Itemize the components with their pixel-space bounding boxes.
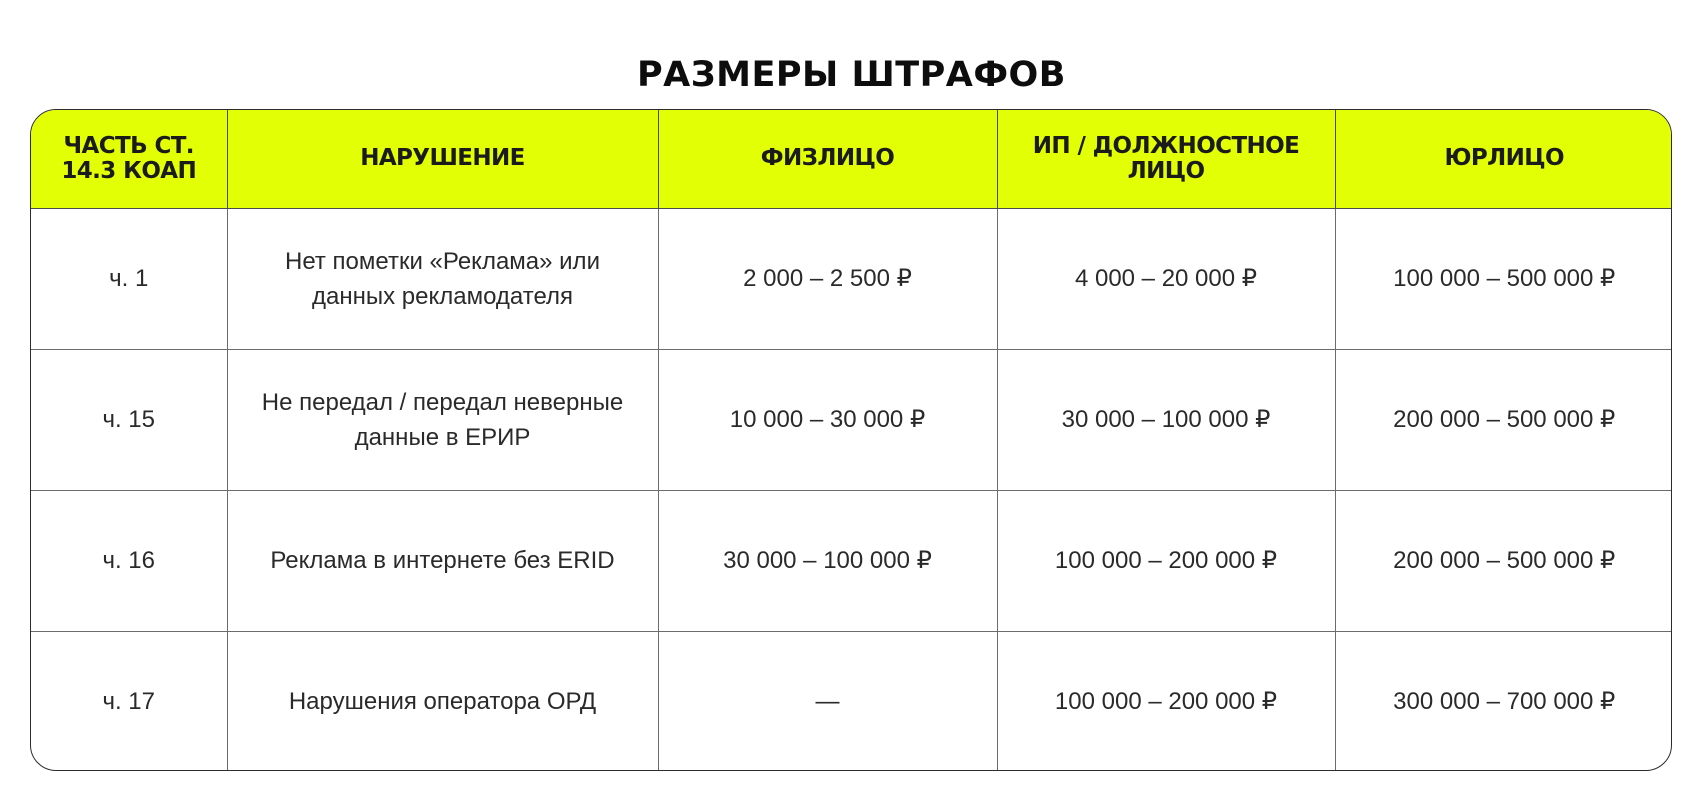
table-row [31,631,1672,771]
cell-part: ч. 16 [31,490,227,631]
cell-entrepreneur-official: 4 000 – 20 000 ₽ [997,208,1335,349]
page-title: РАЗМЕРЫ ШТРАФОВ [637,55,1066,96]
cell-violation: Нарушения оператора ОРД [227,631,658,771]
table-row [31,208,1672,349]
header-entrepreneur-official: ИП / ДОЛЖНОСТНОЕ ЛИЦО [997,110,1335,208]
cell-individual: 10 000 – 30 000 ₽ [658,349,997,490]
cell-legal-entity: 200 000 – 500 000 ₽ [1335,349,1672,490]
cell-part: ч. 17 [31,631,227,771]
cell-part: ч. 1 [109,265,149,292]
cell-individual: 2 000 – 2 500 ₽ [658,208,997,349]
cell-legal-entity: 100 000 – 500 000 ₽ [1335,208,1672,349]
fines-table [31,110,1672,771]
table-row [31,490,1672,631]
header-individual: ФИЗЛИЦО [658,110,997,208]
cell-entrepreneur-official: 100 000 – 200 000 ₽ [997,490,1335,631]
cell-violation: Реклама в интернете без ERID [227,490,658,631]
cell-entrepreneur-official: 100 000 – 200 000 ₽ [997,631,1335,771]
cell-entrepreneur-official: 30 000 – 100 000 ₽ [997,349,1335,490]
fines-table-frame [30,109,1672,771]
cell-part: ч. 15 [31,349,227,490]
cell-violation: Не передал / передал неверные данные в ЕРИР [227,349,658,490]
header-part: ЧАСТЬ СТ. 14.3 КОАП [31,110,227,208]
table-header-row [31,110,1672,208]
cell-legal-entity: 200 000 – 500 000 ₽ [1335,490,1672,631]
cell-violation: Нет пометки «Реклама» или данных рекламодателя [227,208,658,349]
cell-individual: — [658,631,997,771]
cell-legal-entity: 300 000 – 700 000 ₽ [1335,631,1672,771]
header-legal-entity: ЮРЛИЦО [1335,110,1672,208]
cell-individual: 30 000 – 100 000 ₽ [658,490,997,631]
header-violation: НАРУШЕНИЕ [227,110,658,208]
table-row [31,349,1672,490]
